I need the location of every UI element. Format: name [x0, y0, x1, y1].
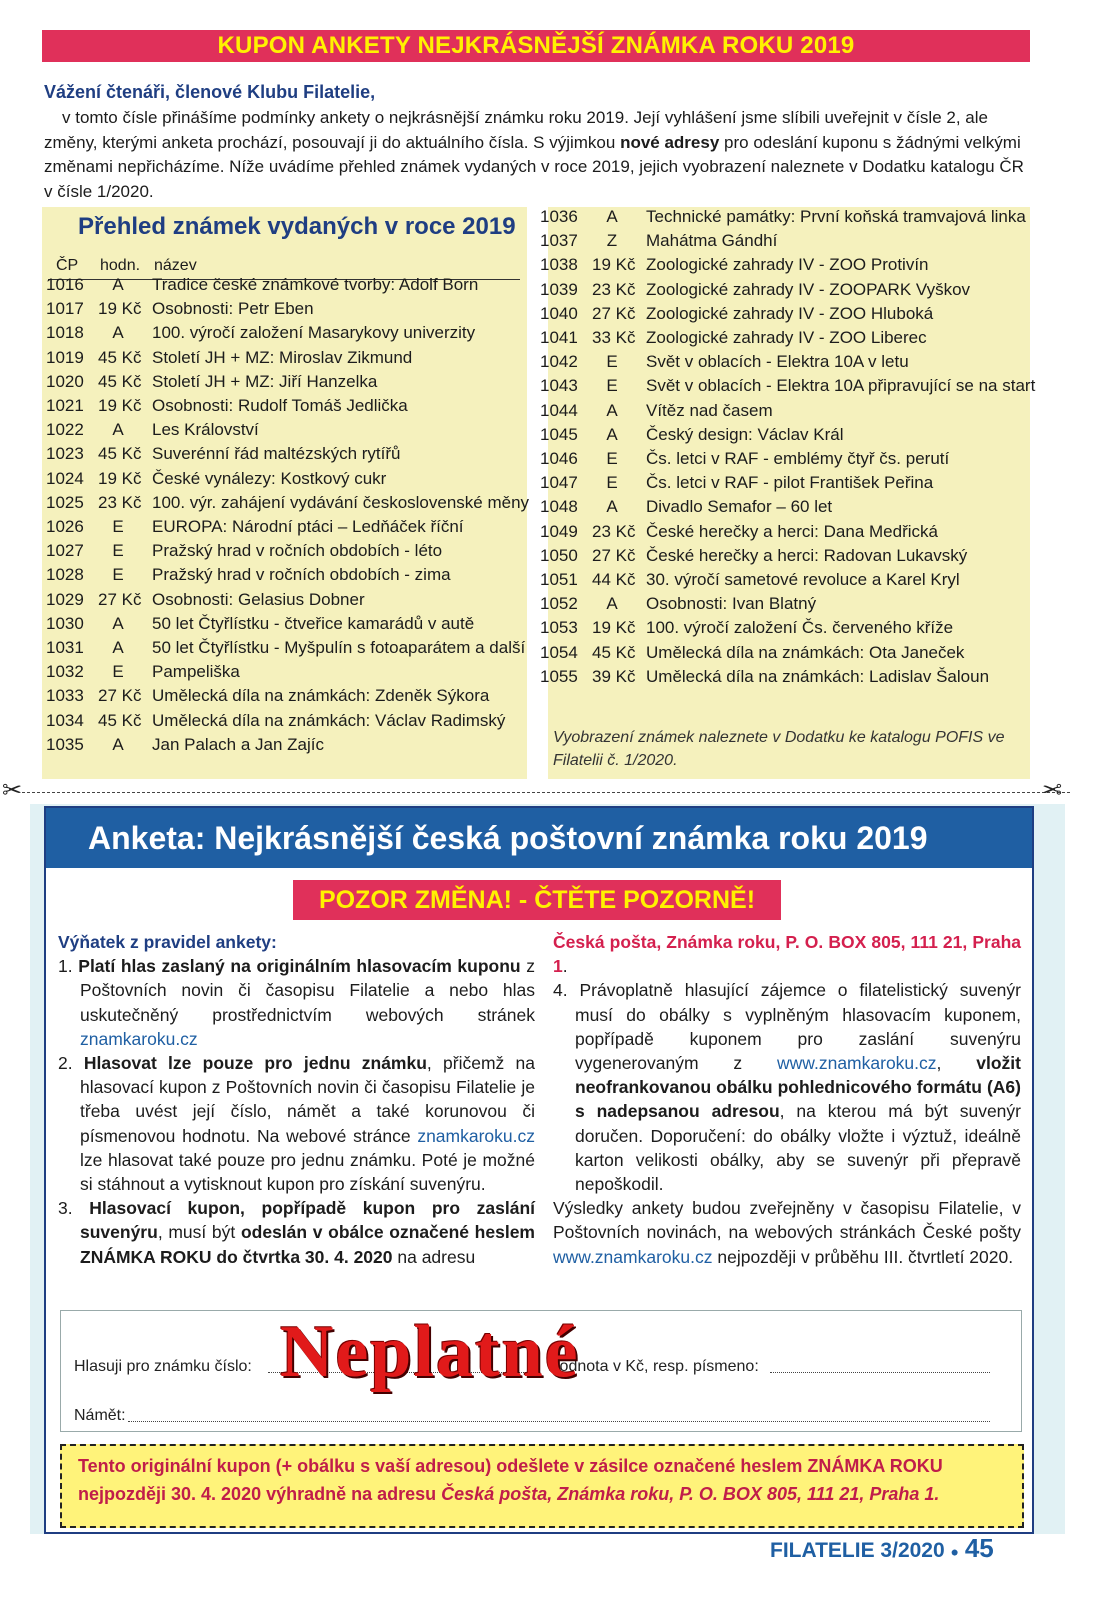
overview-title: Přehled známek vydaných v roce 2019: [78, 213, 516, 240]
stamp-value: 33 Kč: [592, 328, 636, 347]
stamp-number: 1018: [46, 323, 84, 343]
stamp-row: [46, 636, 526, 660]
stamp-value: A: [112, 420, 124, 440]
stamp-value: 19 Kč: [98, 299, 142, 319]
stamp-number: 1024: [46, 468, 84, 488]
stamp-row: [540, 302, 1020, 326]
website-link[interactable]: znamkaroku.cz: [80, 1028, 198, 1049]
stamp-row: [46, 321, 526, 345]
stamp-value: A: [606, 207, 618, 226]
stamp-name: Čs. letci v RAF - pilot František Peřina: [646, 473, 934, 493]
stamp-value: E: [606, 449, 618, 468]
stamp-number: 1023: [46, 444, 84, 464]
stamp-row: [46, 588, 526, 612]
stamp-number: 1045: [540, 424, 578, 444]
header-cp: ČP: [56, 257, 79, 274]
stamp-value: 27 Kč: [592, 303, 636, 323]
stamp-value: 19 Kč: [592, 618, 636, 638]
stamp-number: 1049: [540, 521, 578, 541]
catalog-note: Vyobrazení známek naleznete v Dodatku ke katalogu POFIS ve Filatelii č. 1/2020.: [553, 729, 1005, 769]
stamp-row: [540, 592, 1020, 616]
stamp-name: České herečky a herci: Dana Medřická: [646, 521, 938, 541]
stamp-name: Čs. letci v RAF - emblémy čtyř čs. perutí: [646, 449, 950, 468]
stamp-value: 23 Kč: [98, 492, 142, 512]
magazine-issue: FILATELIE 3/2020: [770, 1539, 945, 1562]
stamp-number: 1038: [540, 255, 578, 275]
stamp-name: Osobnosti: Gelasius Dobner: [152, 589, 365, 609]
rule-4: 4. Právoplatně hlasující zájemce o filatelistický suvenýr musí do obálky s vyplněným hlasovacím kuponem, popřípadě kuponem pro zaslání suvenýru vygenerovaným z www.znamkaroku.cz, vložit neofrankovanou obálku pohlednicového formátu (A6) s nadepsanou adresou, na kterou má být suvenýr doručen. Doporučení: do obálky vložte i výztuž, ideálně karton velikosti obálky, aby se suvenýr při přepravě nepoškodil.: [553, 980, 1021, 1195]
stamp-row: [46, 442, 526, 466]
stamp-name: Mahátma Gándhí: [646, 231, 778, 251]
stamp-value: A: [112, 734, 124, 754]
rules-left-column: [58, 930, 535, 1269]
stamp-value: A: [606, 424, 618, 444]
stamp-row: [46, 346, 526, 370]
stamp-value: E: [606, 352, 618, 372]
value-field[interactable]: [770, 1372, 990, 1373]
stamp-number: 1030: [46, 613, 84, 633]
stamp-value: 27 Kč: [98, 589, 142, 609]
stamp-name: Divadlo Semafor – 60 let: [646, 497, 833, 517]
stamp-value: 19 Kč: [98, 468, 142, 488]
stamp-value: E: [112, 565, 124, 585]
stamp-name: 100. výročí založení Čs. červeného kříže: [646, 618, 954, 638]
stamp-number: 1016: [46, 275, 84, 294]
stamp-value: A: [112, 613, 124, 633]
stamp-number: 1043: [540, 376, 578, 396]
stamp-name: Tradice české známkové tvorby: Adolf Born: [152, 275, 479, 294]
stamp-value: 45 Kč: [98, 710, 142, 730]
rule-3: 3. Hlasovací kupon, popřípadě kupon pro zaslání suvenýru, musí být odeslán v obálce označené heslem ZNÁMKA ROKU do čtvrtka 30. 4. 2020 na adresu: [58, 1198, 535, 1267]
stamp-name: Vítěz nad časem: [646, 400, 773, 420]
stamp-row: [540, 205, 1026, 229]
stamp-name: 30. výročí sametové revoluce a Karel Kryl: [646, 570, 960, 589]
stamp-row: [540, 229, 1020, 253]
stamp-name: Pražský hrad v ročních obdobích - zima: [152, 565, 451, 585]
stamp-row: [540, 399, 1020, 423]
stamp-number: 1054: [540, 642, 578, 662]
scissors-icon: ✂: [2, 777, 23, 804]
stamp-value: A: [112, 323, 124, 343]
stamp-value: 23 Kč: [592, 279, 636, 299]
stamp-row: [540, 495, 1020, 519]
stamp-number: 1051: [540, 570, 578, 589]
stamp-name: Osobnosti: Rudolf Tomáš Jedlička: [152, 396, 408, 415]
stamp-row: [540, 350, 1020, 374]
stamp-row: [46, 418, 526, 442]
stamp-row: [540, 568, 1020, 592]
stamp-number: 1020: [46, 371, 84, 391]
stamp-row: [540, 326, 1020, 350]
warning-badge: POZOR ZMĚNA! - ČTĚTE POZORNĚ!: [293, 880, 781, 920]
stamp-name: Zoologické zahrady IV - ZOO Hluboká: [646, 303, 934, 323]
page-banner: KUPON ANKETY NEJKRÁSNĚJŠÍ ZNÁMKA ROKU 2019: [42, 30, 1030, 62]
stamp-value: 45 Kč: [98, 371, 142, 391]
intro-text: v tomto čísle přinášíme podmínky ankety o nejkrásnější známku roku 2019. Její vyhlášení jsme slíbili uveřejnit v čísle 2, ale změny, kterými anketa prochází, posouvají ji do aktuálního čísla. S výjimkou nové adresy pro odeslání kuponu s žádnými velkými změnami nepřicházíme. Níže uvádíme přehled známek vydaných v roce 2019, jejich vyobrazení naleznete v Dodatku katalogu ČR v čísle 1/2020.: [44, 108, 1024, 201]
stamp-number: 1055: [540, 666, 578, 686]
stamp-name: Svět v oblacích - Elektra 10A v letu: [646, 352, 909, 372]
stamp-row: [46, 660, 526, 684]
stamp-number: 1017: [46, 299, 84, 319]
stamp-row: [46, 467, 526, 491]
greeting: Vážení čtenáři, členové Klubu Filatelie,: [44, 82, 376, 102]
stamp-value: A: [112, 638, 124, 657]
stamp-row: [46, 515, 526, 539]
stamp-value: E: [606, 376, 618, 396]
coupon-title: Anketa: Nejkrásnější česká poštovní známka roku 2019: [46, 808, 1032, 868]
stamp-row: [540, 520, 1020, 544]
stamp-row: [46, 539, 526, 563]
stamp-number: 1039: [540, 279, 578, 299]
stamp-name: Umělecká díla na známkách: Václav Radimský: [152, 710, 506, 730]
stamp-number: 1035: [46, 734, 84, 754]
instruction-text: Tento originální kupon (+ obálku s vaší adresou) odešlete v zásilce označené heslem ZNÁMKA ROKU nejpozději 30. 4. 2020 výhradně na adresu Česká pošta, Známka roku, P. O. BOX 805, 111 21, Praha 1.: [78, 1456, 943, 1504]
stamp-number: 1032: [46, 662, 84, 682]
invalid-stamp-overlay: Neplatné: [280, 1311, 580, 1393]
stamp-row: [540, 374, 1036, 398]
page-number: 45: [964, 1533, 994, 1563]
stamp-name: Osobnosti: Ivan Blatný: [646, 594, 817, 614]
stamp-row: [46, 491, 530, 515]
stamp-name: Století JH + MZ: Miroslav Zikmund: [152, 347, 413, 367]
stamp-number: 1031: [46, 638, 84, 657]
stamp-row: [46, 297, 526, 321]
stamp-name: 100. výr. zahájení vydávání československé měny: [152, 492, 530, 512]
stamp-number: 1044: [540, 400, 578, 420]
stamp-number: 1026: [46, 517, 84, 536]
rule-1: 1. Platí hlas zaslaný na originálním hlasovacím kuponu z Poštovních novin či časopisu Filatelie a nebo hlas uskutečněný prostřednictvím webových stránek znamkaroku.cz: [58, 956, 535, 1049]
header-name: název: [154, 257, 197, 274]
stamp-name: Les Království: [152, 420, 259, 440]
stamp-value: 23 Kč: [592, 521, 636, 541]
stamp-number: 1041: [540, 328, 578, 347]
stamp-row: [46, 612, 526, 636]
stamp-number: 1052: [540, 594, 578, 614]
rule-2: 2. Hlasovat lze pouze pro jednu známku, přičemž na hlasovací kupon z Poštovních novin či časopisu Filatelie je třeba uvést její číslo, námět a také korunovou či písmenovou hodnotu. Na webové stránce znamkaroku.cz lze hlasovat také pouze pro jednu známku. Poté je možné si stáhnout a vytisknout kupon pro získání suvenýru.: [58, 1053, 535, 1195]
stamp-number: 1053: [540, 618, 578, 638]
stamp-value: Z: [606, 231, 618, 251]
stamp-number: 1036: [540, 207, 578, 226]
stamp-value: 45 Kč: [592, 642, 636, 662]
theme-field[interactable]: [128, 1421, 990, 1422]
stamp-name: České herečky a herci: Radovan Lukavský: [646, 545, 968, 565]
stamp-value: A: [606, 497, 618, 517]
stamp-value: 45 Kč: [98, 347, 142, 367]
stamp-number: 1042: [540, 352, 578, 372]
rules-title: Výňatek z pravidel ankety:: [58, 932, 277, 952]
stamp-name: EUROPA: Národní ptáci – Ledňáček říční: [152, 517, 464, 536]
stamp-row: [540, 253, 1020, 277]
stamp-row: [540, 641, 1020, 665]
theme-label: Námět:: [74, 1407, 126, 1424]
stamp-number: 1022: [46, 420, 84, 440]
stamp-value: A: [606, 400, 618, 420]
stamp-value: A: [606, 594, 618, 614]
stamp-name: Umělecká díla na známkách: Ota Janeček: [646, 642, 965, 662]
page-footer: [770, 1533, 994, 1564]
stamp-name: Umělecká díla na známkách: Zdeněk Sýkora: [152, 686, 490, 706]
website-link[interactable]: znamkaroku.cz: [417, 1125, 535, 1146]
stamp-row: [46, 273, 526, 297]
stamp-row: [540, 447, 1020, 471]
stamp-row: [540, 471, 1020, 495]
stamp-value: 27 Kč: [98, 686, 142, 706]
cut-line: [22, 792, 1070, 793]
stamp-name: Svět v oblacích - Elektra 10A připravující se na start: [646, 376, 1036, 396]
stamp-value: E: [112, 517, 124, 536]
stamp-row: [540, 423, 1020, 447]
stamp-name: Jan Palach a Jan Zajíc: [152, 734, 324, 754]
website-link[interactable]: www.znamkaroku.cz: [777, 1053, 937, 1074]
stamp-number: 1033: [46, 686, 84, 706]
stamp-name: Zoologické zahrady IV - ZOO Protivín: [646, 255, 929, 275]
stamp-name: Umělecká díla na známkách: Ladislav Šaloun: [646, 666, 990, 686]
stamp-row: [540, 616, 1020, 640]
stamp-number: 1037: [540, 231, 578, 251]
stamp-number: 1028: [46, 565, 84, 585]
stamp-name: 50 let Čtyřlístku - čtveřice kamarádů v autě: [152, 613, 475, 633]
stamp-number: 1019: [46, 347, 84, 367]
stamp-value: A: [112, 275, 124, 294]
stamp-value: 19 Kč: [98, 396, 142, 415]
stamp-value: 27 Kč: [592, 545, 636, 565]
stamp-name: Zoologické zahrady IV - ZOO Liberec: [646, 328, 927, 347]
stamp-number: 1048: [540, 497, 578, 517]
stamp-name: Český design: Václav Král: [646, 424, 844, 444]
bullet-icon: ●: [950, 1543, 959, 1560]
stamp-number: 1027: [46, 541, 84, 561]
results-note: Výsledky ankety budou zveřejněny v časopisu Filatelie, v Poštovních novinách, na webových stránkách České pošty www.znamkaroku.cz nejpozději v průběhu III. čtvrtletí 2020.: [553, 1198, 1021, 1267]
stamp-row: [46, 709, 526, 733]
scissors-icon: ✂: [1042, 777, 1063, 804]
stamp-row: [540, 665, 1020, 689]
stamp-value: 39 Kč: [592, 666, 636, 686]
stamp-name: Pampeliška: [152, 662, 240, 682]
stamp-name: České vynálezy: Kostkový cukr: [152, 468, 387, 488]
stamp-number: 1047: [540, 473, 578, 493]
stamp-row: [46, 733, 526, 757]
stamp-row: [540, 544, 1020, 568]
stamp-name: Století JH + MZ: Jiří Hanzelka: [152, 371, 378, 391]
stamp-name: Zoologické zahrady IV - ZOOPARK Vyškov: [646, 279, 971, 299]
stamp-number: 1025: [46, 492, 84, 512]
stamp-value: E: [112, 541, 124, 561]
website-link[interactable]: www.znamkaroku.cz: [553, 1246, 713, 1267]
stamp-row: [46, 684, 526, 708]
stamp-number: 1040: [540, 303, 578, 323]
rule-3-address: Česká pošta, Známka roku, P. O. BOX 805, 111 21, Praha 1.: [553, 932, 1021, 977]
stamp-name: Pražský hrad v ročních obdobích - léto: [152, 541, 443, 561]
header-value: hodn.: [100, 257, 141, 274]
stamp-number: 1021: [46, 396, 84, 415]
stamp-row: [46, 370, 526, 394]
stamp-value: E: [112, 662, 124, 682]
stamp-number: 1029: [46, 589, 84, 609]
stamp-number: 1046: [540, 449, 578, 468]
stamp-name: Suverénní řád maltézských rytířů: [152, 444, 401, 464]
vote-number-label: Hlasuji pro známku číslo:: [74, 1358, 252, 1375]
stamp-value: 19 Kč: [592, 255, 636, 275]
stamp-row: [46, 394, 526, 418]
stamp-row: [46, 563, 526, 587]
stamp-value: 45 Kč: [98, 444, 142, 464]
stamp-name: Osobnosti: Petr Eben: [152, 299, 314, 319]
stamp-name: 100. výročí založení Masarykovy univerzity: [152, 323, 476, 343]
stamp-name: Technické památky: První koňská tramvajová linka: [646, 207, 1026, 226]
value-label: Hodnota v Kč, resp. písmeno:: [548, 1358, 759, 1375]
stamp-value: E: [606, 473, 618, 493]
rules-right-column: [553, 930, 1021, 1269]
stamp-value: 44 Kč: [592, 570, 636, 589]
stamp-name: 50 let Čtyřlístku - Myšpulín s fotoaparátem a další: [152, 638, 526, 657]
stamp-number: 1034: [46, 710, 84, 730]
stamp-number: 1050: [540, 545, 578, 565]
stamp-row: [540, 278, 1020, 302]
